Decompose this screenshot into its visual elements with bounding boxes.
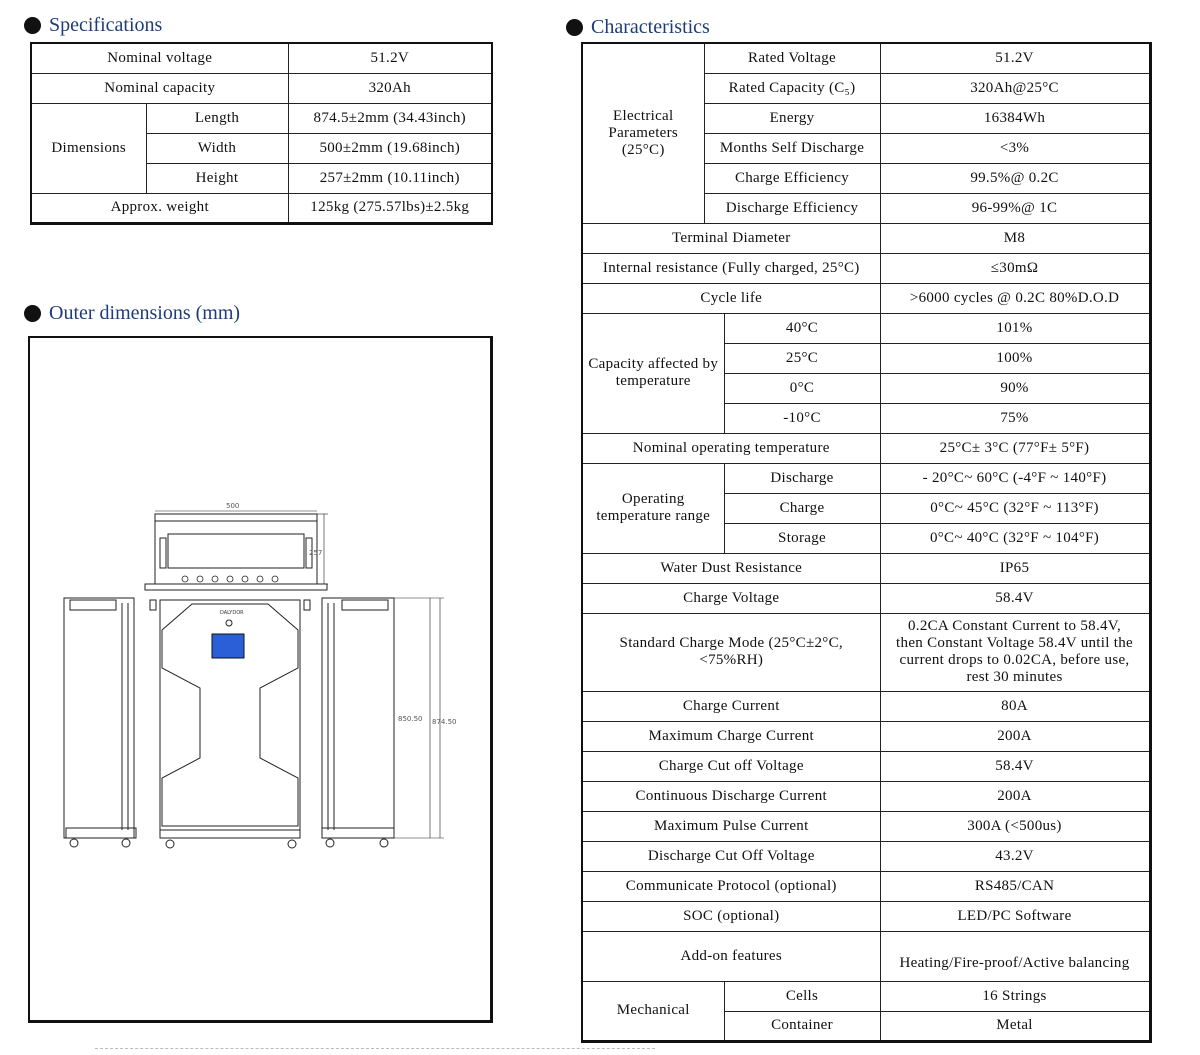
rated-capacity-value: 320Ah@25°C: [880, 73, 1150, 103]
cap-0-value: 90%: [880, 373, 1150, 403]
cycle-life-value: >6000 cycles @ 0.2C 80%D.O.D: [880, 283, 1150, 313]
cap-40-value: 101%: [880, 313, 1150, 343]
std-charge-label: Standard Charge Mode (25°C±2°C, <75%RH): [582, 613, 880, 691]
table-row: [582, 721, 1150, 751]
bullet-icon: [566, 19, 583, 36]
brand-label: DALYDOR: [220, 610, 244, 616]
protocol-label: Communicate Protocol (optional): [582, 871, 880, 901]
charge-cutoff-value: 58.4V: [880, 751, 1150, 781]
bullet-icon: [24, 305, 41, 322]
table-row: [582, 781, 1150, 811]
table-row: [582, 283, 1150, 313]
table-row: [582, 751, 1150, 781]
max-charge-current-value: 200A: [880, 721, 1150, 751]
discharge-cutoff-value: 43.2V: [880, 841, 1150, 871]
cells-label: Cells: [724, 981, 880, 1011]
charge-cutoff-label: Charge Cut off Voltage: [582, 751, 880, 781]
depth-dim-label: 257: [309, 549, 323, 557]
table-row: [582, 553, 1150, 583]
charge-voltage-value: 58.4V: [880, 583, 1150, 613]
table-row: [582, 43, 1150, 73]
cap-m10-label: -10°C: [724, 403, 880, 433]
height-total-dim-label: 874.50: [432, 718, 457, 726]
discharge-efficiency-value: 96-99%@ 1C: [880, 193, 1150, 223]
nominal-capacity-value: 320Ah: [288, 73, 492, 103]
charge-efficiency-value: 99.5%@ 0.2C: [880, 163, 1150, 193]
capacity-group-label: Capacity affected by temperature: [582, 313, 724, 433]
height-inner-dim-label: 850.50: [398, 715, 423, 723]
container-label: Container: [724, 1011, 880, 1041]
table-row: [582, 691, 1150, 721]
front-view: [150, 600, 310, 848]
table-row: [582, 463, 1150, 493]
nominal-voltage-label: Nominal voltage: [31, 43, 288, 73]
table-row: [582, 433, 1150, 463]
op-range-group-label: Operating temperature range: [582, 463, 724, 553]
charge-current-value: 80A: [880, 691, 1150, 721]
terminal-value: M8: [880, 223, 1150, 253]
discharge-cutoff-label: Discharge Cut Off Voltage: [582, 841, 880, 871]
nominal-temp-value: 25°C± 3°C (77°F± 5°F): [880, 433, 1150, 463]
table-row: [582, 583, 1150, 613]
table-row: [582, 313, 1150, 343]
op-storage-value: 0°C~ 40°C (32°F ~ 104°F): [880, 523, 1150, 553]
cap-40-label: 40°C: [724, 313, 880, 343]
length-label: Length: [146, 103, 288, 133]
outer-dimensions-title: Outer dimensions (mm): [49, 302, 241, 324]
max-charge-current-label: Maximum Charge Current: [582, 721, 880, 751]
table-row: [582, 981, 1150, 1011]
charge-current-label: Charge Current: [582, 691, 880, 721]
op-storage-label: Storage: [724, 523, 880, 553]
op-charge-label: Charge: [724, 493, 880, 523]
bullet-icon: [24, 17, 41, 34]
energy-value: 16384Wh: [880, 103, 1150, 133]
addon-value: Heating/Fire-proof/Active balancing: [880, 931, 1150, 981]
water-dust-label: Water Dust Resistance: [582, 553, 880, 583]
cells-value: 16 Strings: [880, 981, 1150, 1011]
cont-discharge-value: 200A: [880, 781, 1150, 811]
energy-label: Energy: [704, 103, 880, 133]
max-pulse-value: 300A (<500us): [880, 811, 1150, 841]
rated-voltage-value: 51.2V: [880, 43, 1150, 73]
width-dim-label: 500: [226, 502, 240, 510]
specifications-title: Specifications: [49, 14, 163, 36]
left-side-view: [64, 598, 136, 847]
std-charge-value: 0.2CA Constant Current to 58.4V, then Constant Voltage 58.4V until the current drops to 0.02CA, before use, rest 30 minutes: [880, 613, 1150, 691]
height-label: Height: [146, 163, 288, 193]
divider: [95, 1048, 655, 1049]
cap-m10-value: 75%: [880, 403, 1150, 433]
container-value: Metal: [880, 1011, 1150, 1041]
height-value: 257±2mm (10.11inch): [288, 163, 492, 193]
nominal-temp-label: Nominal operating temperature: [582, 433, 880, 463]
rated-capacity-label: Rated Capacity (C₅): [704, 73, 880, 103]
table-row: [31, 103, 492, 133]
discharge-efficiency-label: Discharge Efficiency: [704, 193, 880, 223]
table-row: [582, 871, 1150, 901]
soc-value: LED/PC Software: [880, 901, 1150, 931]
terminal-label: Terminal Diameter: [582, 223, 880, 253]
charge-voltage-label: Charge Voltage: [582, 583, 880, 613]
table-row: [582, 841, 1150, 871]
battery-drawing: [30, 338, 490, 1020]
internal-resistance-label: Internal resistance (Fully charged, 25°C): [582, 253, 880, 283]
characteristics-header: [566, 16, 710, 39]
outer-dimensions-header: [24, 302, 240, 325]
cap-0-label: 0°C: [724, 373, 880, 403]
cont-discharge-label: Continuous Discharge Current: [582, 781, 880, 811]
charge-efficiency-label: Charge Efficiency: [704, 163, 880, 193]
op-charge-value: 0°C~ 45°C (32°F ~ 113°F): [880, 493, 1150, 523]
table-row: [31, 43, 492, 73]
length-value: 874.5±2mm (34.43inch): [288, 103, 492, 133]
op-discharge-label: Discharge: [724, 463, 880, 493]
right-side-view: [322, 598, 457, 847]
table-row: [582, 253, 1150, 283]
table-row: [31, 73, 492, 103]
addon-label: Add-on features: [582, 931, 880, 981]
cap-25-value: 100%: [880, 343, 1150, 373]
table-row: [582, 901, 1150, 931]
top-view: [145, 502, 328, 590]
table-row: [582, 931, 1150, 981]
table-row: [582, 223, 1150, 253]
specifications-table: [30, 42, 493, 225]
outer-dimensions-drawing: [28, 336, 493, 1023]
table-row: [582, 811, 1150, 841]
op-discharge-value: - 20°C~ 60°C (-4°F ~ 140°F): [880, 463, 1150, 493]
nominal-capacity-label: Nominal capacity: [31, 73, 288, 103]
specifications-header: [24, 14, 162, 37]
self-discharge-label: Months Self Discharge: [704, 133, 880, 163]
protocol-value: RS485/CAN: [880, 871, 1150, 901]
cycle-life-label: Cycle life: [582, 283, 880, 313]
dimensions-label: Dimensions: [31, 103, 146, 193]
table-row: [31, 193, 492, 223]
weight-value: 125kg (275.57lbs)±2.5kg: [288, 193, 492, 223]
nominal-voltage-value: 51.2V: [288, 43, 492, 73]
internal-resistance-value: ≤30mΩ: [880, 253, 1150, 283]
water-dust-value: IP65: [880, 553, 1150, 583]
characteristics-title: Characteristics: [591, 16, 710, 38]
self-discharge-value: <3%: [880, 133, 1150, 163]
width-value: 500±2mm (19.68inch): [288, 133, 492, 163]
width-label: Width: [146, 133, 288, 163]
characteristics-table: [581, 42, 1152, 1043]
electrical-group-label: Electrical Parameters (25°C): [582, 43, 704, 223]
max-pulse-label: Maximum Pulse Current: [582, 811, 880, 841]
rated-voltage-label: Rated Voltage: [704, 43, 880, 73]
cap-25-label: 25°C: [724, 343, 880, 373]
table-row: [582, 613, 1150, 691]
soc-label: SOC (optional): [582, 901, 880, 931]
weight-label: Approx. weight: [31, 193, 288, 223]
mechanical-group-label: Mechanical: [582, 981, 724, 1041]
